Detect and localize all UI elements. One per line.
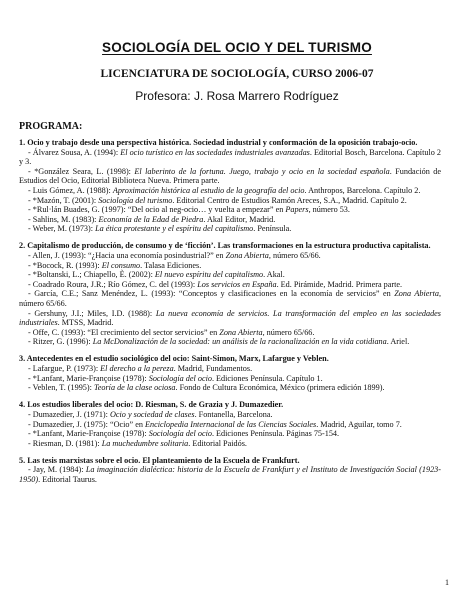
bibliography-entry xyxy=(19,196,441,206)
entry-work-title: La muchedumbre solitaria xyxy=(101,438,189,448)
entry-work-title: La imaginación dialéctica: historia de la Escuela de Frankfurt y el Instituto de Investigación Social (1923-1950) xyxy=(19,465,441,484)
entry-work-title: Enciclopedia Internacional de las Ciencias Sociales xyxy=(144,419,317,429)
program-section xyxy=(19,354,441,392)
bibliography-entry xyxy=(19,364,441,374)
entry-work-title: El laberinto de la fortuna. Juego, trabajo y ocio en la sociedad española xyxy=(134,166,390,176)
entry-author-text: - *Boltanski, L.; Chiapello, È. (2002): xyxy=(28,270,155,280)
bibliography-entry xyxy=(19,328,441,338)
section-heading: 2. Capitalismo de producción, de consumo y de ‘ficción’. Las transformaciones en la estructura productiva capitalista. xyxy=(19,241,431,251)
bibliography-entry xyxy=(19,224,441,234)
entry-publisher-text: . Editorial Bosch, Barcelona. Capítulo 2 y 3. xyxy=(19,147,441,167)
entry-publisher-text: . Península. xyxy=(253,224,292,234)
program-section xyxy=(19,241,441,347)
entry-publisher-text: , número 65/66. xyxy=(268,251,321,261)
entry-work-title: Sociología del turismo xyxy=(98,195,173,205)
entry-author-text: - Dumazedier, J. (1975): “Ocio” en xyxy=(28,419,145,429)
section-heading: 3. Antecedentes en el estudio sociológico del ocio: Saint-Simon, Marx, Lafargue y Veblen. xyxy=(19,354,329,364)
bibliography-entry xyxy=(19,374,441,384)
entry-publisher-text: . Madrid, Aguilar, tomo 7. xyxy=(316,419,402,429)
entry-work-title: Zona Abierta xyxy=(225,251,269,261)
entry-work-title: Ocio y sociedad de clases xyxy=(109,409,195,419)
section-heading: 1. Ocio y trabajo desde una perspectiva histórica. Sociedad industrial y conformación de la oposición trabajo-ocio. xyxy=(19,138,418,147)
program-label: PROGRAMA: xyxy=(19,121,83,132)
entry-publisher-text: . MTSS, Madrid. xyxy=(57,318,114,328)
entry-author-text: - García, C.E.; Sanz Menéndez, L. (1993): “Conceptos y clasificaciones en la economía de servicios” en xyxy=(28,289,395,299)
program-section xyxy=(19,456,441,485)
program-body xyxy=(19,138,441,492)
bibliography-entry xyxy=(19,186,441,196)
bibliography-entry xyxy=(19,205,441,215)
entry-work-title: Zona Abierta xyxy=(219,327,263,337)
entry-work-title: La ética protestante y el espíritu del capitalismo xyxy=(95,224,254,234)
entry-author-text: - Veblen, T. (1995): xyxy=(28,383,94,393)
entry-publisher-text: . Ariel. xyxy=(386,337,410,347)
entry-author-text: - *González Seara, L. (1998): xyxy=(28,166,135,176)
entry-author-text: - Jay, M. (1984): xyxy=(28,465,86,475)
entry-publisher-text: . Ed. Pirámide, Madrid. Primera parte. xyxy=(276,279,403,289)
entry-publisher-text: , número 65/66. xyxy=(262,327,315,337)
entry-publisher-text: . Editorial Taurus. xyxy=(38,475,97,484)
entry-work-title: Sociología del ocio xyxy=(148,373,212,383)
entry-work-title: La nueva economía de servicios. La transformación del empleo en las sociedades industriales xyxy=(19,308,441,328)
entry-work-title: El consumo xyxy=(101,260,141,270)
entry-author-text: - Gershuny, J.I.; Miles, I.D. (1988): xyxy=(28,308,156,318)
entry-author-text: - Sahlins, M. (1983): xyxy=(28,214,99,224)
entry-work-title: Papers xyxy=(285,205,309,215)
entry-work-title: El ocio turístico en las sociedades industriales avanzadas xyxy=(120,147,310,157)
bibliography-entry xyxy=(19,148,441,167)
program-section xyxy=(19,400,441,448)
entry-author-text: - Dumazedier, J. (1971): xyxy=(28,409,110,419)
entry-author-text: - Offe, C. (1993): “El crecimiento del sector servicios” en xyxy=(28,327,220,337)
program-section xyxy=(19,138,441,234)
bibliography-entry xyxy=(19,337,441,347)
entry-author-text: - Ritzer, G. (1996): xyxy=(28,337,93,347)
entry-author-text: - Lafargue, P. (1973): xyxy=(28,364,101,374)
entry-publisher-text: . Fundación de Estudios del Ocio, Editorial Biblioteca Nueva. Primera parte. xyxy=(19,166,441,186)
entry-publisher-text: . Ediciones Península. Capítulo 1. xyxy=(211,373,323,383)
entry-author-text: - *Lanfant, Marie-Françoise (1978): xyxy=(28,429,149,439)
entry-publisher-text: . Akal. xyxy=(263,270,285,280)
bibliography-entry xyxy=(19,309,441,328)
bibliography-entry xyxy=(19,420,441,430)
page-number: 1 xyxy=(445,578,449,587)
entry-publisher-text: , número 53. xyxy=(308,205,350,215)
bibliography-entry xyxy=(19,289,441,308)
entry-author-text: - *Lanfant, Marie-Françoise (1978): xyxy=(28,373,149,383)
document-title: SOCIOLOGÍA DEL OCIO Y DEL TURISMO xyxy=(102,40,372,55)
bibliography-entry xyxy=(19,280,441,290)
entry-publisher-text: . Anthropos, Barcelona. Capítulo 2. xyxy=(304,185,421,195)
bibliography-entry xyxy=(19,261,441,271)
entry-author-text: - Luis Gómez, A. (1988): xyxy=(28,185,113,195)
document-subtitle: LICENCIATURA DE SOCIOLOGÍA, CURSO 2006-07 xyxy=(100,68,374,80)
entry-publisher-text: . Editorial Centro de Estudios Ramón Areces, S.A., Madrid. Capítulo 2. xyxy=(172,195,407,205)
entry-author-text: - Álvarez Sousa, A. (1994): xyxy=(28,147,121,157)
entry-publisher-text: . Madrid, Fundamentos. xyxy=(173,364,253,374)
bibliography-entry xyxy=(19,215,441,225)
bibliography-entry xyxy=(19,167,441,186)
section-heading: 5. Las tesis marxistas sobre el ocio. El planteamiento de la Escuela de Frankfurt. xyxy=(19,455,300,465)
entry-work-title: La McDonalización de la sociedad: un análisis de la racionalización en la vida cotidiana xyxy=(92,337,387,347)
entry-publisher-text: . Akal Editor, Madrid. xyxy=(203,214,276,224)
entry-author-text: - *Mazón, T. (2001): xyxy=(28,195,99,205)
entry-author-text: - Coadrado Roura, J.R.; Río Gómez, C. del (1993): xyxy=(28,279,198,289)
bibliography-entry xyxy=(19,429,441,439)
entry-work-title: Economía de la Edad de Piedra xyxy=(98,214,204,224)
entry-work-title: Sociología del ocio xyxy=(148,429,212,439)
bibliography-entry xyxy=(19,383,441,393)
entry-work-title: Aproximación histórica al estudio de la geografía del ocio xyxy=(112,185,305,195)
entry-author-text: - Allen, J. (1993): “¿Hacia una economía posindustrial?” en xyxy=(28,251,226,261)
entry-work-title: El derecho a la pereza xyxy=(100,364,174,374)
section-heading: 4. Los estudios liberales del ocio: D. Riesman, S. de Grazia y J. Dumazedier. xyxy=(19,400,284,410)
entry-work-title: Zona Abierta xyxy=(394,289,439,299)
entry-work-title: El nuevo espíritu del capitalismo xyxy=(154,270,264,280)
entry-work-title: Teoría de la clase ociosa xyxy=(93,383,176,393)
bibliography-entry xyxy=(19,439,441,449)
entry-publisher-text: , número 65/66. xyxy=(19,289,441,308)
bibliography-entry xyxy=(19,465,441,484)
bibliography-entry xyxy=(19,410,441,420)
entry-work-title: Los servicios en España xyxy=(197,279,277,289)
bibliography-entry xyxy=(19,270,441,280)
entry-publisher-text: . Fondo de Cultura Económica, México (primera edición 1899). xyxy=(175,383,385,393)
entry-publisher-text: . Fontanella, Barcelona. xyxy=(194,409,273,419)
bibliography-entry xyxy=(19,251,441,261)
professor-line: Profesora: J. Rosa Marrero Rodríguez xyxy=(135,89,339,103)
entry-author-text: - Riesman, D. (1981): xyxy=(28,438,102,448)
entry-publisher-text: . Ediciones Península. Páginas 75-154. xyxy=(211,429,340,439)
entry-author-text: - Weber, M. (1973): xyxy=(28,224,96,234)
entry-author-text: - *Rul·lán Buades, G. (1997): “Del ocio al neg-ocio… y vuelta a empezar” en xyxy=(28,205,286,215)
entry-publisher-text: . Talasa Ediciones. xyxy=(140,260,202,270)
entry-author-text: - *Bocock, R. (1993): xyxy=(28,260,102,270)
entry-publisher-text: . Editorial Paidós. xyxy=(188,438,247,448)
